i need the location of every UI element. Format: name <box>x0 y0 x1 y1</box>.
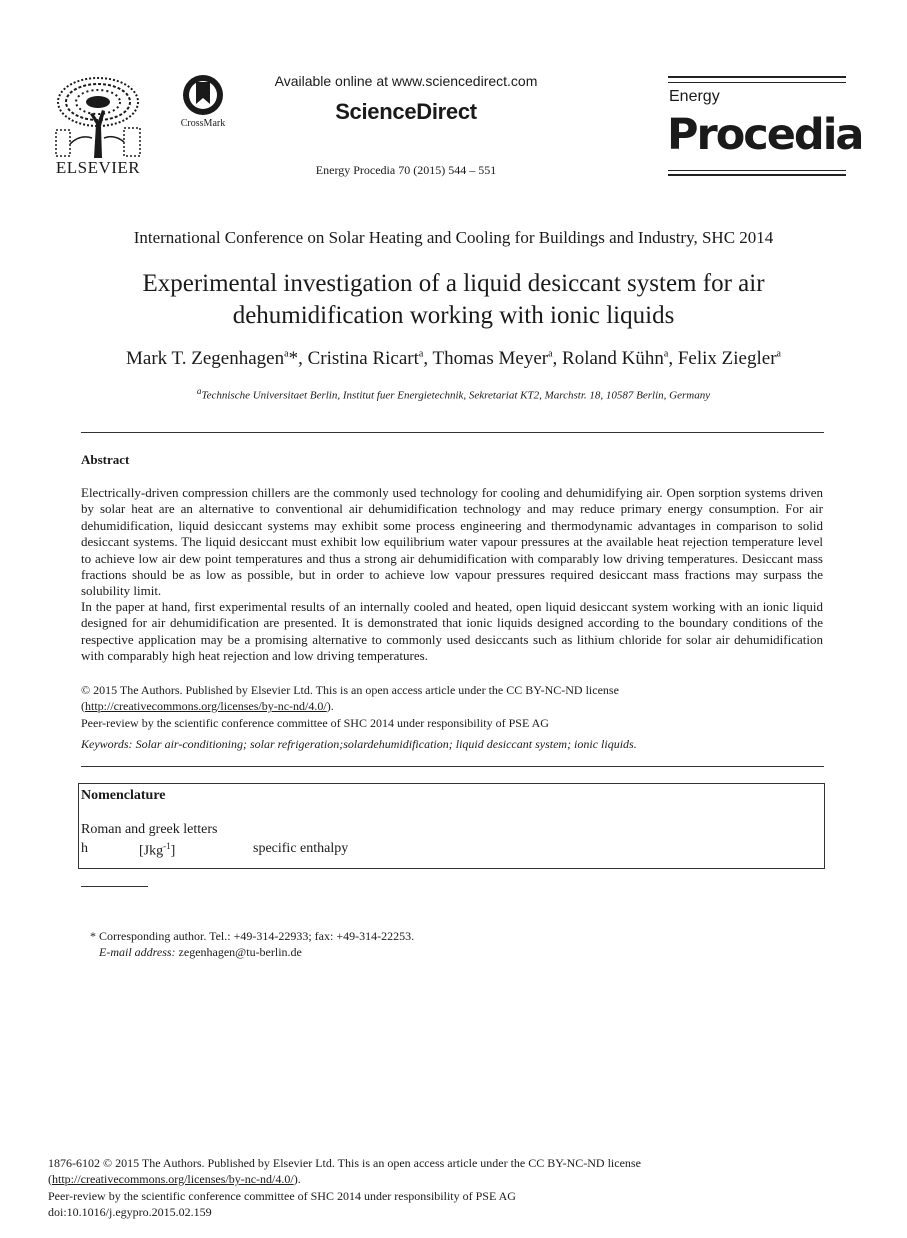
crossmark-button[interactable] <box>172 74 234 134</box>
abstract-paragraph: Electrically-driven compression chillers are the commonly used technology for cooling and dehumidifying air. Open sorption systems driven by solar heat are an alternative to conventional air dehumidification technology and may reduce primary energy consumption. For air dehumidification, liquid desiccant systems may exhibit some process engineering and thermodynamic advantages in comparison to solid desiccant systems. The liquid desiccant must exhibit low equilibrium water vapour pressures at the available heat rejection temperature level to achieve low air dew point temperatures and thus a strong air dehumidification with comparably low driving temperatures. Desiccant mass fractions should be as low as possible, but in order to achieve low vapour pressures required desiccant mass fractions may surpass the solubility limit. <box>81 485 823 599</box>
divider <box>81 432 824 433</box>
abstract-paragraph: In the paper at hand, first experimental results of an internally cooled and heated, open liquid desiccant system working with an ionic liquid designed for air dehumidification are presented. It is demonstrated that ionic liquids designed according to the boundary conditions of the respective application may be a promising alternative to commonly used desiccants such as lithium chloride for solar air dehumidification with comparably high heat rejection and low driving temperatures. <box>81 599 823 664</box>
conference-name: International Conference on Solar Heating and Cooling for Buildings and Industry, SHC 2014 <box>133 228 774 247</box>
email-link[interactable]: zegenhagen@tu-berlin.de <box>175 945 302 959</box>
author[interactable]: Felix Ziegler$^a$ <box>677 348 781 369</box>
journal-logo <box>667 74 863 178</box>
nomenclature-group: Roman and greek letters <box>81 822 218 837</box>
peer-review-note: Peer-review by the scientific conference committee of SHC 2014 under responsibility of PSE AG <box>81 716 549 730</box>
crossmark-label: CrossMark <box>180 118 226 129</box>
journal-subject: Energy <box>669 88 720 105</box>
journal-name: Procedia <box>667 110 863 160</box>
journal-reference: Energy Procedia 70 (2015) 544 – 551 <box>315 163 497 177</box>
abstract-heading: Abstract <box>81 452 130 467</box>
keywords: Keywords: Solar air-conditioning; solar refrigeration;solardehumidification; liquid desiccant system; ionic liquids. <box>81 737 637 751</box>
logo-rule-top <box>668 76 846 78</box>
affiliation: $^a$Technische Universitaet Berlin, Institut fuer Energietechnik, Sekretariat KT2, Marchstr. 18, 10587 Berlin, Germany <box>196 386 711 402</box>
title-line-1: Experimental investigation of a liquid desiccant system for air <box>142 270 765 297</box>
logo-rule-bottom-thin <box>668 170 846 171</box>
author[interactable]: Mark T. Zegenhagen$^a$* <box>126 348 299 369</box>
crossmark-icon <box>172 74 234 118</box>
nomenclature-heading: Nomenclature <box>81 788 166 803</box>
corresponding-author-note: * Corresponding author. Tel.: +49-314-22933; fax: +49-314-22253. <box>90 929 415 943</box>
nomenclature-unit: [Jkg$^{-1}$] <box>139 841 176 859</box>
logo-rule-bottom <box>668 174 846 176</box>
elsevier-logo <box>50 74 146 178</box>
footnote-rule <box>81 886 148 887</box>
nomenclature-box <box>78 783 825 869</box>
peer-review-note: Peer-review by the scientific conference committee of SHC 2014 under responsibility of PSE AG <box>48 1189 516 1203</box>
divider <box>81 766 824 767</box>
doi-link[interactable]: doi:10.1016/j.egypro.2015.02.159 <box>48 1205 212 1219</box>
nomenclature-description: specific enthalpy <box>253 841 349 856</box>
elsevier-tree-icon <box>50 74 146 158</box>
license-link[interactable]: http://creativecommons.org/licenses/by-nc-nd/4.0/ <box>85 699 327 713</box>
author[interactable]: Roland Kühn$^a$ <box>562 348 669 369</box>
author[interactable]: Cristina Ricart$^a$ <box>307 348 424 369</box>
author[interactable]: Thomas Meyer$^a$ <box>432 348 553 369</box>
paper-title <box>90 268 817 332</box>
title-line-2: dehumidification working with ionic liquids <box>232 302 675 329</box>
logo-rule-top-thin <box>668 82 846 83</box>
license-link[interactable]: http://creativecommons.org/licenses/by-nc-nd/4.0/ <box>52 1172 294 1186</box>
copyright-notice: © 2015 The Authors. Published by Elsevier Ltd. This is an open access article under the CC BY-NC-ND license (http://creativecommons.org/licenses/by-nc-nd/4.0/). <box>81 683 619 713</box>
available-online-text: Available online at www.sciencedirect.com <box>274 73 538 89</box>
nomenclature-symbol: h <box>81 841 88 856</box>
email-line: E-mail address: zegenhagen@tu-berlin.de <box>99 945 302 959</box>
sciencedirect-wordmark[interactable]: ScienceDirect <box>335 99 477 124</box>
author-list: Mark T. Zegenhagen$^a$*, Cristina Ricart$^a$, Thomas Meyer$^a$, Roland Kühn$^a$, Felix Ziegler$^a$ <box>126 348 781 369</box>
issn-copyright: 1876-6102 © 2015 The Authors. Published by Elsevier Ltd. This is an open access article under the CC BY-NC-ND license (http://creativecommons.org/licenses/by-nc-nd/4.0/). <box>48 1156 641 1186</box>
publisher-name: ELSEVIER <box>55 158 141 177</box>
